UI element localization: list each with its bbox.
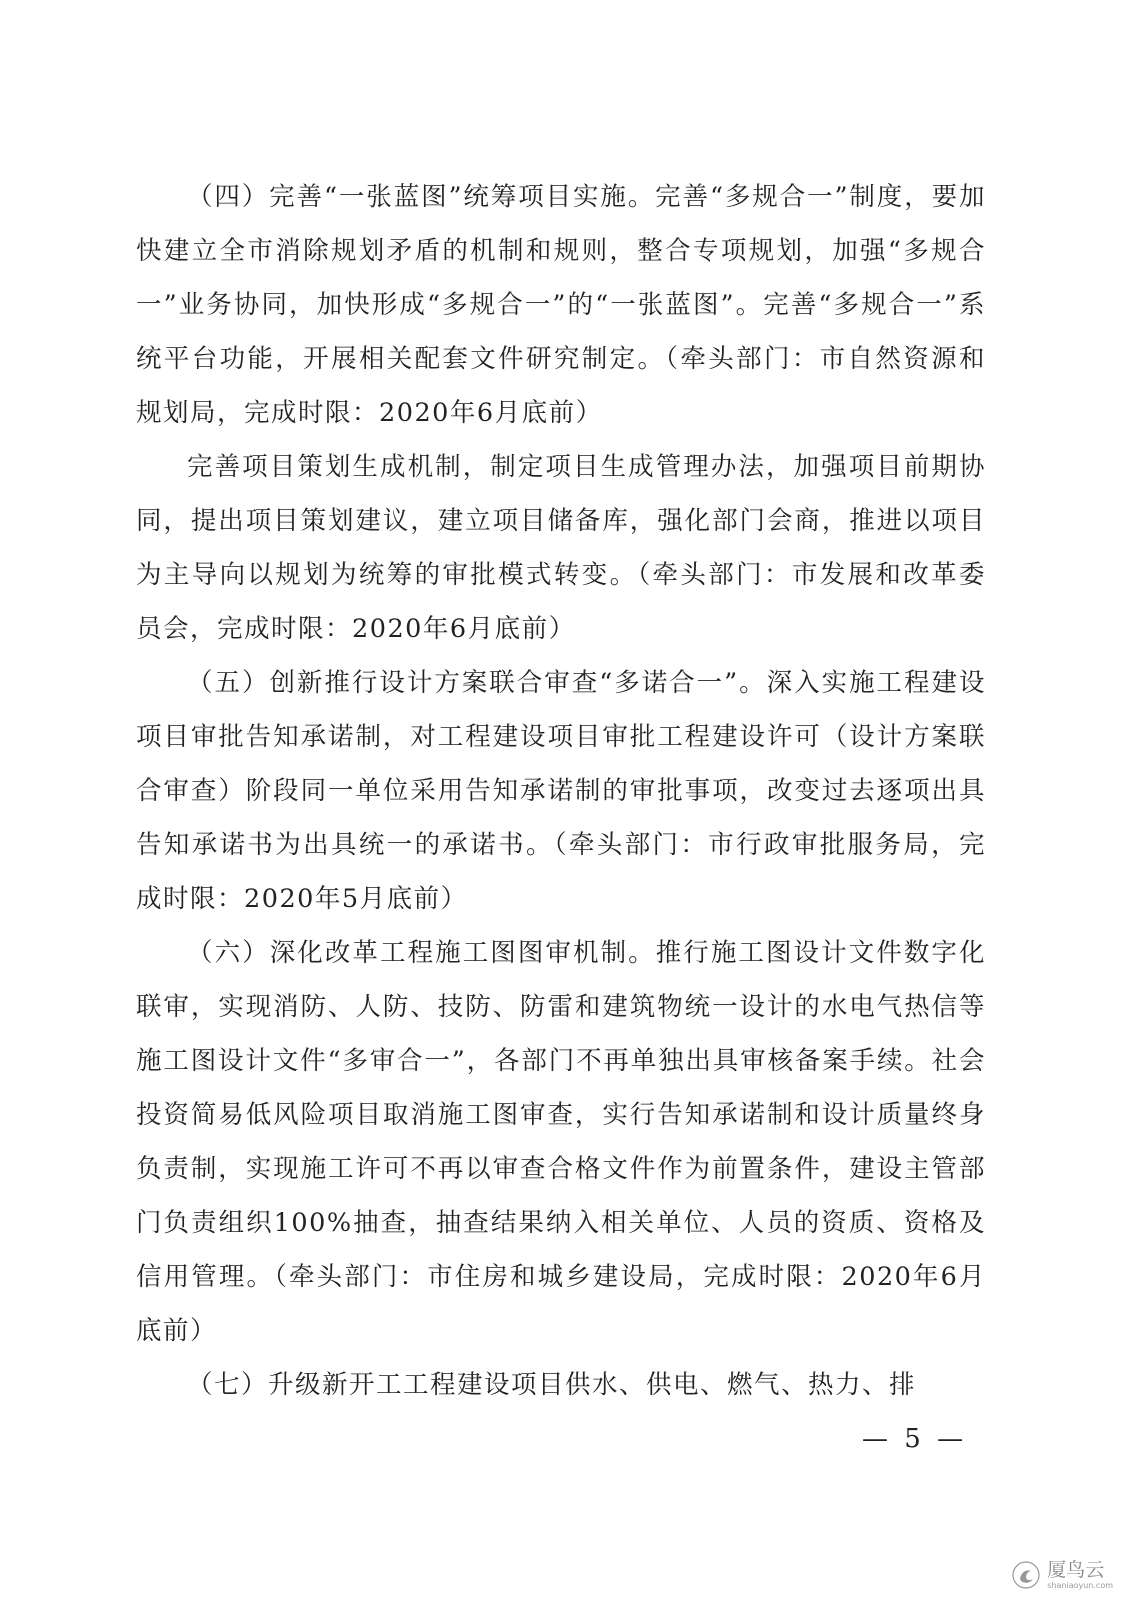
paragraph-section-7: （七）升级新开工工程建设项目供水、供电、燃气、热力、排 <box>187 1370 917 1400</box>
watermark-name: 厦鸟云 <box>1047 1558 1105 1581</box>
watermark <box>1011 1560 1113 1590</box>
watermark-site: shaniaoyun.com <box>1047 1580 1113 1590</box>
paragraph-section-5: （五）创新推行设计方案联合审查“多诺合一”。深入实施工程建设项目审批告知承诺制，对工程建设项目审批工程建设许可（设计方案联合审查）阶段同一单位采用告知承诺制的审批事项，改变过去逐项出具告知承诺书为出具统一的承诺书。（牵头部门：市行政审批服务局，完成时限：2020年5月底前） <box>136 668 986 914</box>
watermark-text <box>1047 1558 1113 1590</box>
page-number: — 5 — <box>862 1424 968 1454</box>
bird-logo-icon <box>1011 1560 1041 1590</box>
paragraph-project-planning: 完善项目策划生成机制，制定项目生成管理办法，加强项目前期协同，提出项目策划建议，建立项目储备库，强化部门会商，推进以项目为主导向以规划为统筹的审批模式转变。（牵头部门：市发展和改革委员会，完成时限：2020年6月底前） <box>136 452 986 644</box>
document-body <box>136 170 986 1412</box>
paragraph-section-4: （四）完善“一张蓝图”统筹项目实施。完善“多规合一”制度，要加快建立全市消除规划矛盾的机制和规则，整合专项规划，加强“多规合一”业务协同，加快形成“多规合一”的“一张蓝图”。完善“多规合一”系统平台功能，开展相关配套文件研究制定。（牵头部门：市自然资源和规划局，完成时限：2020年6月底前） <box>136 182 986 428</box>
paragraph-section-6: （六）深化改革工程施工图图审机制。推行施工图设计文件数字化联审，实现消防、人防、技防、防雷和建筑物统一设计的水电气热信等施工图设计文件“多审合一”，各部门不再单独出具审核备案手续。社会投资简易低风险项目取消施工图审查，实行告知承诺制和设计质量终身负责制，实现施工许可不再以审查合格文件作为前置条件，建设主管部门负责组织100%抽查，抽查结果纳入相关单位、人员的资质、资格及信用管理。（牵头部门：市住房和城乡建设局，完成时限：2020年6月底前） <box>136 938 986 1346</box>
